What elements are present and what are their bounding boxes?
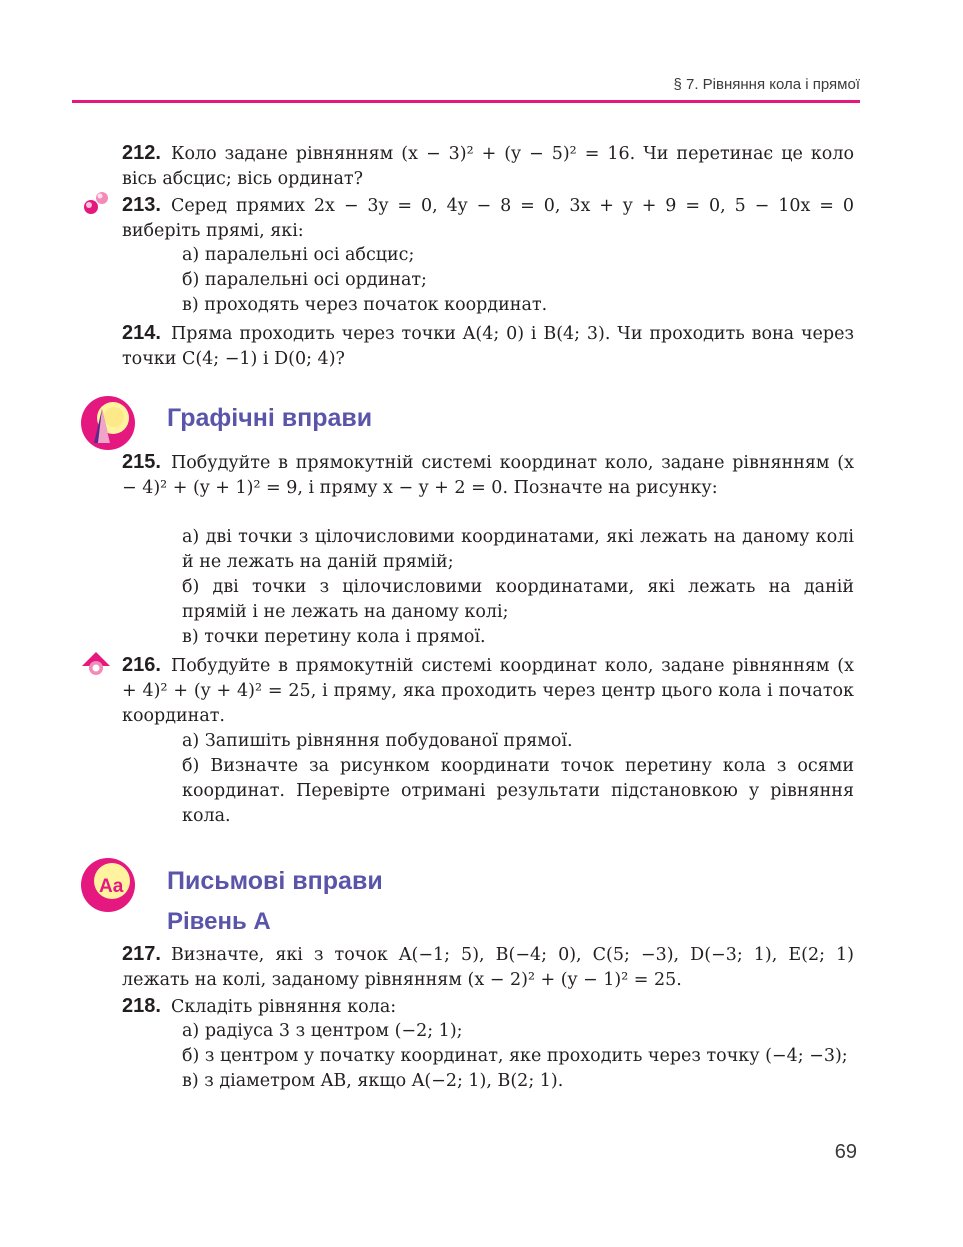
list-item: в) проходять через початок координат. [182,295,548,315]
difficulty-dots-icon [80,190,112,218]
problem-text: Серед прямих 2x − 3y = 0, 4y − 8 = 0, 3x + y + 9 = 0, 5 − 10x = 0 виберіть прямі, які: [122,196,854,241]
list-item: а) паралельні осі абсцис; [182,245,415,265]
problem-number: 214. [122,322,161,344]
problem-214 [122,321,854,372]
key-problem-icon [80,650,112,678]
list-item: а) радіуса 3 з центром (−2; 1); [182,1021,463,1041]
list-item: а) Запишіть рівняння побудованої прямої. [182,731,573,751]
page-number: 69 [834,1141,857,1163]
problem-text: Побудуйте в прямокутній системі координат коло, задане рівнянням (x − 4)² + (y + 1)² = 9, і пряму x − y + 2 = 0. Позначте на рисунку: [122,453,854,498]
problem-number: 213. [122,194,161,216]
problem-text: Складіть рівняння кола: [170,997,397,1017]
problem-216 [122,653,854,729]
problem-number: 216. [122,654,161,676]
written-icon-text: Aa [99,876,124,897]
section-title-written: Письмові вправи [167,867,383,895]
list-item: б) Визначте за рисунком координати точок перетину кола з осями координат. Перевірте отримані результати підстановкою у рівняння кола. [182,756,854,826]
problem-213 [122,193,854,244]
problem-218 [122,994,854,1020]
header-rule [72,100,860,103]
problem-215-items [182,525,854,650]
list-item: б) дві точки з цілочисловими координатами, які лежать на даній прямій і не лежать на даному колі; [182,577,854,622]
problem-218-items [182,1019,854,1094]
problem-text: Визначте, які з точок A(−1; 5), B(−4; 0), C(5; −3), D(−3; 1), E(2; 1) лежать на колі, заданому рівнянням (x − 2)² + (y − 1)² = 25. [122,945,854,990]
graphic-exercises-icon [80,395,136,451]
problem-212 [122,141,854,192]
problem-215 [122,450,854,501]
running-header: § 7. Рівняння кола і прямої [673,76,860,93]
level-title: Рівень А [167,908,271,935]
problem-number: 217. [122,943,161,965]
problem-217 [122,942,854,993]
problem-number: 215. [122,451,161,473]
written-exercises-icon [80,857,136,913]
problem-text: Пряма проходить через точки A(4; 0) і B(4; 3). Чи проходить вона через точки C(4; −1) і D(0; 4)? [122,324,854,369]
list-item: б) паралельні осі ординат; [182,270,427,290]
problem-text: Коло задане рівнянням (x − 3)² + (y − 5)² = 16. Чи перетинає це коло вісь абсцис; вісь ординат? [122,144,854,189]
list-item: в) точки перетину кола і прямої. [182,627,486,647]
problem-number: 218. [122,995,161,1017]
list-item: а) дві точки з цілочисловими координатами, які лежать на даному колі й не лежать на даній прямій; [182,527,854,572]
problem-216-items [182,729,854,829]
list-item: в) з діаметром AB, якщо A(−2; 1), B(2; 1). [182,1071,564,1091]
list-item: б) з центром у початку координат, яке проходить через точку (−4; −3); [182,1046,848,1066]
problem-text: Побудуйте в прямокутній системі координат коло, задане рівнянням (x + 4)² + (y + 4)² = 25, і пряму, яка проходить через центр цього кола і початок координат. [122,656,854,726]
problem-number: 212. [122,142,161,164]
section-title-graphic: Графічні вправи [167,404,373,432]
problem-213-items [182,243,854,318]
